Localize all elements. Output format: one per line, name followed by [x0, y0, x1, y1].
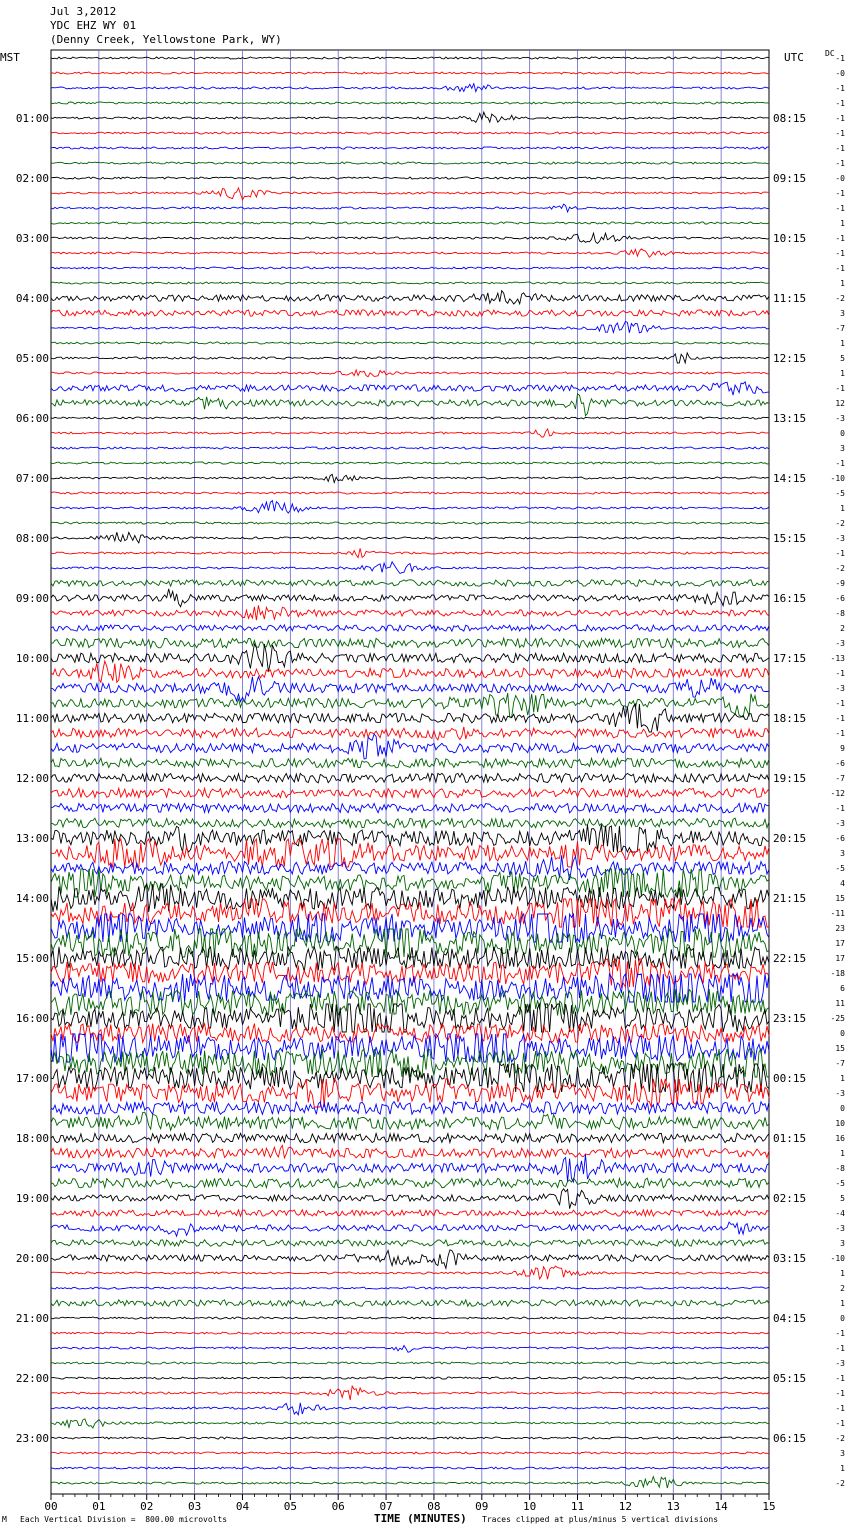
dc-offset-label: 6 — [840, 984, 845, 993]
seismic-trace — [51, 580, 769, 586]
seismic-trace — [51, 824, 769, 852]
seismic-trace — [51, 147, 769, 149]
x-tick-label: 05 — [283, 1500, 297, 1513]
seismic-trace — [51, 1112, 769, 1130]
seismic-trace — [51, 638, 769, 648]
seismic-trace — [51, 1377, 769, 1379]
seismic-trace — [51, 282, 769, 284]
dc-offset-label: 1 — [840, 1299, 845, 1308]
seismic-trace — [51, 693, 769, 717]
dc-offset-label: -2 — [835, 294, 845, 303]
utc-zone-label: UTC — [784, 51, 804, 64]
seismic-trace — [51, 370, 769, 377]
mst-hour-label: 02:00 — [15, 172, 49, 185]
seismic-trace — [51, 1145, 769, 1158]
seismic-trace — [51, 532, 769, 543]
dc-offset-label: 15 — [835, 894, 845, 903]
dc-offset-label: -6 — [835, 759, 845, 768]
utc-hour-label: 00:15 — [773, 1072, 807, 1085]
utc-hour-label: 22:15 — [773, 952, 807, 965]
x-tick-label: 04 — [235, 1500, 250, 1513]
seismic-trace — [51, 310, 769, 316]
dc-offset-label: -18 — [830, 969, 845, 978]
seismic-trace — [51, 1386, 769, 1400]
seismic-trace — [51, 462, 769, 464]
seismic-trace — [51, 758, 769, 768]
utc-hour-label: 09:15 — [773, 172, 807, 185]
seismic-trace — [51, 322, 769, 333]
dc-offset-label: 1 — [840, 219, 845, 228]
utc-hour-label: 06:15 — [773, 1432, 807, 1445]
dc-offset-label: 17 — [835, 939, 845, 948]
seismic-trace — [51, 1023, 769, 1042]
x-tick-label: 02 — [140, 1500, 154, 1513]
dc-offset-label: -1 — [835, 234, 845, 243]
mst-hour-label: 09:00 — [15, 592, 49, 605]
mst-hour-label: 16:00 — [15, 1012, 49, 1025]
seismic-trace — [51, 382, 769, 395]
dc-offset-label: -9 — [835, 579, 845, 588]
x-tick-label: 15 — [762, 1500, 776, 1513]
location-label: (Denny Creek, Yellowstone Park, WY) — [50, 33, 282, 46]
dc-offset-label: -2 — [835, 564, 845, 573]
x-tick-label: 09 — [475, 1500, 489, 1513]
dc-offset-label: 2 — [840, 624, 845, 633]
utc-hour-label: 03:15 — [773, 1252, 807, 1265]
dc-offset-label: -1 — [835, 189, 845, 198]
seismic-trace — [51, 474, 769, 482]
x-tick-label: 13 — [666, 1500, 680, 1513]
mst-hour-label: 23:00 — [15, 1432, 49, 1445]
seismic-trace — [51, 353, 769, 363]
dc-offset-label: 15 — [835, 1044, 845, 1053]
seismic-trace — [51, 1317, 769, 1319]
dc-offset-label: -10 — [830, 474, 845, 483]
dc-offset-label: -25 — [830, 1014, 845, 1023]
dc-offset-label: 11 — [835, 999, 845, 1008]
seismic-trace — [51, 204, 769, 212]
seismic-trace — [51, 869, 769, 897]
utc-hour-label: 18:15 — [773, 712, 807, 725]
seismic-trace — [51, 57, 769, 59]
utc-hour-label: 20:15 — [773, 832, 807, 845]
seismic-trace — [51, 501, 769, 513]
mst-zone-label: MST — [0, 51, 20, 64]
x-tick-label: 03 — [187, 1500, 202, 1513]
dc-offset-label: 5 — [840, 1194, 845, 1203]
dc-offset-label: 2 — [840, 1284, 845, 1293]
dc-offset-label: 0 — [840, 429, 845, 438]
dc-offset-label: 1 — [840, 1074, 845, 1083]
seismic-trace — [51, 727, 769, 740]
seismic-trace — [51, 1155, 769, 1183]
seismic-trace — [51, 267, 769, 269]
dc-offset-label: 1 — [840, 279, 845, 288]
seismic-trace — [51, 1362, 769, 1364]
utc-hour-label: 23:15 — [773, 1012, 807, 1025]
dc-offset-label: -1 — [835, 54, 845, 63]
mst-hour-label: 20:00 — [15, 1252, 49, 1265]
seismic-trace — [51, 704, 769, 732]
dc-offset-label: -1 — [835, 1344, 845, 1353]
seismic-trace — [51, 177, 769, 179]
dc-offset-label: -1 — [835, 1389, 845, 1398]
dc-offset-label: -1 — [835, 129, 845, 138]
seismic-trace — [51, 1034, 769, 1062]
mst-hour-label: 11:00 — [15, 712, 49, 725]
dc-offset-label: -1 — [835, 459, 845, 468]
seismic-trace — [51, 1102, 769, 1115]
dc-offset-label: -8 — [835, 1164, 845, 1173]
dc-offset-label: -1 — [835, 384, 845, 393]
seismic-trace — [51, 1210, 769, 1216]
dc-offset-label: -3 — [835, 684, 845, 693]
footer-mark: M — [2, 1515, 7, 1524]
x-tick-label: 07 — [379, 1500, 393, 1513]
date-label: Jul 3,2012 — [50, 5, 117, 18]
utc-hour-label: 05:15 — [773, 1372, 807, 1385]
plot-frame — [51, 50, 769, 1494]
dc-offset-label: 3 — [840, 849, 845, 858]
seismic-trace — [51, 625, 769, 631]
x-tick-label: 06 — [331, 1500, 345, 1513]
utc-hour-label: 16:15 — [773, 592, 807, 605]
x-tick-label: 12 — [618, 1500, 633, 1513]
dc-offset-label: 3 — [840, 1239, 845, 1248]
dc-offset-label: -4 — [835, 1209, 845, 1218]
x-tick-label: 11 — [570, 1500, 585, 1513]
dc-offset-label: 0 — [840, 1029, 845, 1038]
utc-hour-label: 15:15 — [773, 532, 807, 545]
dc-offset-label: -1 — [835, 249, 845, 258]
seismic-trace — [51, 342, 769, 344]
clip-note: Traces clipped at plus/minus 5 vertical divisions — [482, 1515, 719, 1524]
mst-hour-label: 07:00 — [15, 472, 49, 485]
dc-offset-label: -5 — [835, 1179, 845, 1188]
seismic-trace — [51, 914, 769, 942]
mst-hour-label: 17:00 — [15, 1072, 49, 1085]
utc-hour-label: 02:15 — [773, 1192, 807, 1205]
dc-offset-label: -1 — [835, 729, 845, 738]
dc-offset-label: -1 — [835, 144, 845, 153]
dc-offset-label: -5 — [835, 489, 845, 498]
mst-hour-label: 21:00 — [15, 1312, 49, 1325]
seismic-trace — [51, 1133, 769, 1143]
dc-offset-label: -3 — [835, 819, 845, 828]
seismic-trace — [51, 818, 769, 828]
utc-hour-label: 08:15 — [773, 112, 807, 125]
dc-offset-label: 0 — [840, 1104, 845, 1113]
dc-offset-label: 12 — [835, 399, 845, 408]
seismic-trace — [51, 1178, 769, 1188]
dc-offset-label: -7 — [835, 1059, 845, 1068]
seismic-trace — [51, 1266, 769, 1279]
dc-offset-label: 9 — [840, 744, 845, 753]
seismic-trace — [51, 1403, 769, 1415]
seismic-trace — [51, 788, 769, 798]
seismic-trace — [51, 605, 769, 620]
mst-hour-label: 22:00 — [15, 1372, 49, 1385]
utc-hour-label: 19:15 — [773, 772, 807, 785]
dc-offset-label: -1 — [835, 549, 845, 558]
mst-hour-label: 19:00 — [15, 1192, 49, 1205]
dc-offset-label: 0 — [840, 1314, 845, 1323]
utc-hour-label: 21:15 — [773, 892, 807, 905]
utc-hour-label: 01:15 — [773, 1132, 807, 1145]
dc-label: DC — [825, 49, 835, 58]
seismic-trace — [51, 562, 769, 574]
seismic-trace — [51, 773, 769, 783]
dc-offset-label: -7 — [835, 774, 845, 783]
dc-offset-label: -1 — [835, 714, 845, 723]
seismic-trace — [51, 1240, 769, 1246]
seismic-trace — [51, 492, 769, 494]
dc-offset-label: 1 — [840, 1464, 845, 1473]
mst-hour-label: 08:00 — [15, 532, 49, 545]
seismic-trace — [51, 222, 769, 224]
dc-offset-label: -1 — [835, 84, 845, 93]
utc-hour-label: 11:15 — [773, 292, 807, 305]
dc-offset-label: 1 — [840, 504, 845, 513]
seismic-trace — [51, 1250, 769, 1269]
dc-offset-label: -3 — [835, 1089, 845, 1098]
seismic-trace — [51, 959, 769, 987]
dc-offset-label: 1 — [840, 369, 845, 378]
seismic-trace — [51, 1477, 769, 1488]
mst-hour-label: 13:00 — [15, 832, 49, 845]
dc-offset-label: -1 — [835, 669, 845, 678]
mst-hour-label: 14:00 — [15, 892, 49, 905]
dc-offset-label: -1 — [835, 99, 845, 108]
dc-offset-label: -2 — [835, 1479, 845, 1488]
dc-offset-label: -10 — [830, 1254, 845, 1263]
dc-offset-label: -3 — [835, 534, 845, 543]
dc-offset-label: 5 — [840, 354, 845, 363]
utc-hour-label: 13:15 — [773, 412, 807, 425]
dc-offset-label: -2 — [835, 519, 845, 528]
seismic-trace — [51, 417, 769, 419]
dc-offset-label: -1 — [835, 699, 845, 708]
seismic-trace — [51, 249, 769, 257]
seismic-trace — [51, 162, 769, 164]
dc-offset-label: 23 — [835, 924, 845, 933]
dc-offset-label: 10 — [835, 1119, 845, 1128]
x-tick-label: 14 — [714, 1500, 728, 1513]
seismic-trace — [51, 112, 769, 122]
dc-offset-label: -13 — [830, 654, 845, 663]
dc-offset-label: 1 — [840, 1149, 845, 1158]
dc-offset-label: -0 — [835, 69, 845, 78]
dc-offset-label: -6 — [835, 834, 845, 843]
seismic-trace — [51, 1452, 769, 1454]
seismic-trace — [51, 929, 769, 957]
seismic-trace — [51, 84, 769, 92]
dc-offset-label: -1 — [835, 1404, 845, 1413]
dc-offset-label: 17 — [835, 954, 845, 963]
seismic-trace — [51, 1467, 769, 1469]
seismic-trace — [51, 548, 769, 557]
seismic-trace — [51, 188, 769, 200]
seismic-trace — [51, 661, 769, 682]
dc-offset-label: -3 — [835, 414, 845, 423]
x-axis-label: TIME (MINUTES) — [374, 1512, 467, 1525]
dc-offset-label: -5 — [835, 864, 845, 873]
dc-offset-label: -1 — [835, 204, 845, 213]
mst-hour-label: 15:00 — [15, 952, 49, 965]
dc-offset-label: -11 — [830, 909, 845, 918]
seismic-trace — [51, 132, 769, 134]
seismic-trace — [51, 1189, 769, 1209]
seismic-trace — [51, 1437, 769, 1439]
dc-offset-label: -1 — [835, 1329, 845, 1338]
station-label: YDC EHZ WY 01 — [50, 19, 137, 32]
seismic-trace — [51, 1346, 769, 1353]
mst-hour-label: 04:00 — [15, 292, 49, 305]
dc-offset-label: -6 — [835, 594, 845, 603]
seismic-trace — [51, 1419, 769, 1428]
dc-offset-label: 1 — [840, 339, 845, 348]
seismic-trace — [51, 1300, 769, 1306]
scale-note: Each Vertical Division = 800.00 microvolts — [20, 1515, 228, 1524]
seismic-trace — [51, 429, 769, 437]
seismic-trace — [51, 1332, 769, 1334]
dc-offset-label: -3 — [835, 1359, 845, 1368]
dc-offset-label: 3 — [840, 444, 845, 453]
utc-hour-label: 10:15 — [773, 232, 807, 245]
seismic-trace — [51, 1287, 769, 1289]
dc-offset-label: 16 — [835, 1134, 845, 1143]
dc-offset-label: -12 — [830, 789, 845, 798]
utc-hour-label: 17:15 — [773, 652, 807, 665]
utc-hour-label: 12:15 — [773, 352, 807, 365]
x-tick-label: 10 — [523, 1500, 537, 1513]
dc-offset-label: -1 — [835, 804, 845, 813]
x-tick-label: 00 — [44, 1500, 58, 1513]
mst-hour-label: 05:00 — [15, 352, 49, 365]
seismic-trace — [51, 855, 769, 880]
seismic-trace — [51, 1222, 769, 1236]
dc-offset-label: 3 — [840, 309, 845, 318]
x-tick-label: 08 — [427, 1500, 441, 1513]
seismic-trace — [51, 589, 769, 607]
dc-offset-label: -3 — [835, 639, 845, 648]
utc-hour-label: 04:15 — [773, 1312, 807, 1325]
seismic-trace — [51, 734, 769, 759]
seismic-trace — [51, 72, 769, 74]
dc-offset-label: -2 — [835, 1434, 845, 1443]
mst-hour-label: 06:00 — [15, 412, 49, 425]
dc-offset-label: -3 — [835, 1224, 845, 1233]
dc-offset-label: 1 — [840, 1269, 845, 1278]
dc-offset-label: -1 — [835, 159, 845, 168]
dc-offset-label: -8 — [835, 609, 845, 618]
dc-offset-label: 3 — [840, 1449, 845, 1458]
mst-hour-label: 10:00 — [15, 652, 49, 665]
seismic-trace — [51, 233, 769, 243]
seismic-trace — [51, 803, 769, 813]
mst-hour-label: 03:00 — [15, 232, 49, 245]
dc-offset-label: -0 — [835, 174, 845, 183]
seismic-trace — [51, 522, 769, 524]
dc-offset-label: -7 — [835, 324, 845, 333]
mst-hour-label: 01:00 — [15, 112, 49, 125]
seismic-trace — [51, 447, 769, 449]
seismic-trace — [51, 102, 769, 104]
dc-offset-label: -1 — [835, 264, 845, 273]
mst-hour-label: 18:00 — [15, 1132, 49, 1145]
dc-offset-label: -1 — [835, 1419, 845, 1428]
utc-hour-label: 14:15 — [773, 472, 807, 485]
dc-offset-label: 4 — [840, 879, 845, 888]
seismic-trace — [51, 291, 769, 304]
x-tick-label: 01 — [92, 1500, 106, 1513]
mst-hour-label: 12:00 — [15, 772, 49, 785]
seismic-trace — [51, 394, 769, 416]
dc-offset-label: -1 — [835, 1374, 845, 1383]
dc-offset-label: -1 — [835, 114, 845, 123]
